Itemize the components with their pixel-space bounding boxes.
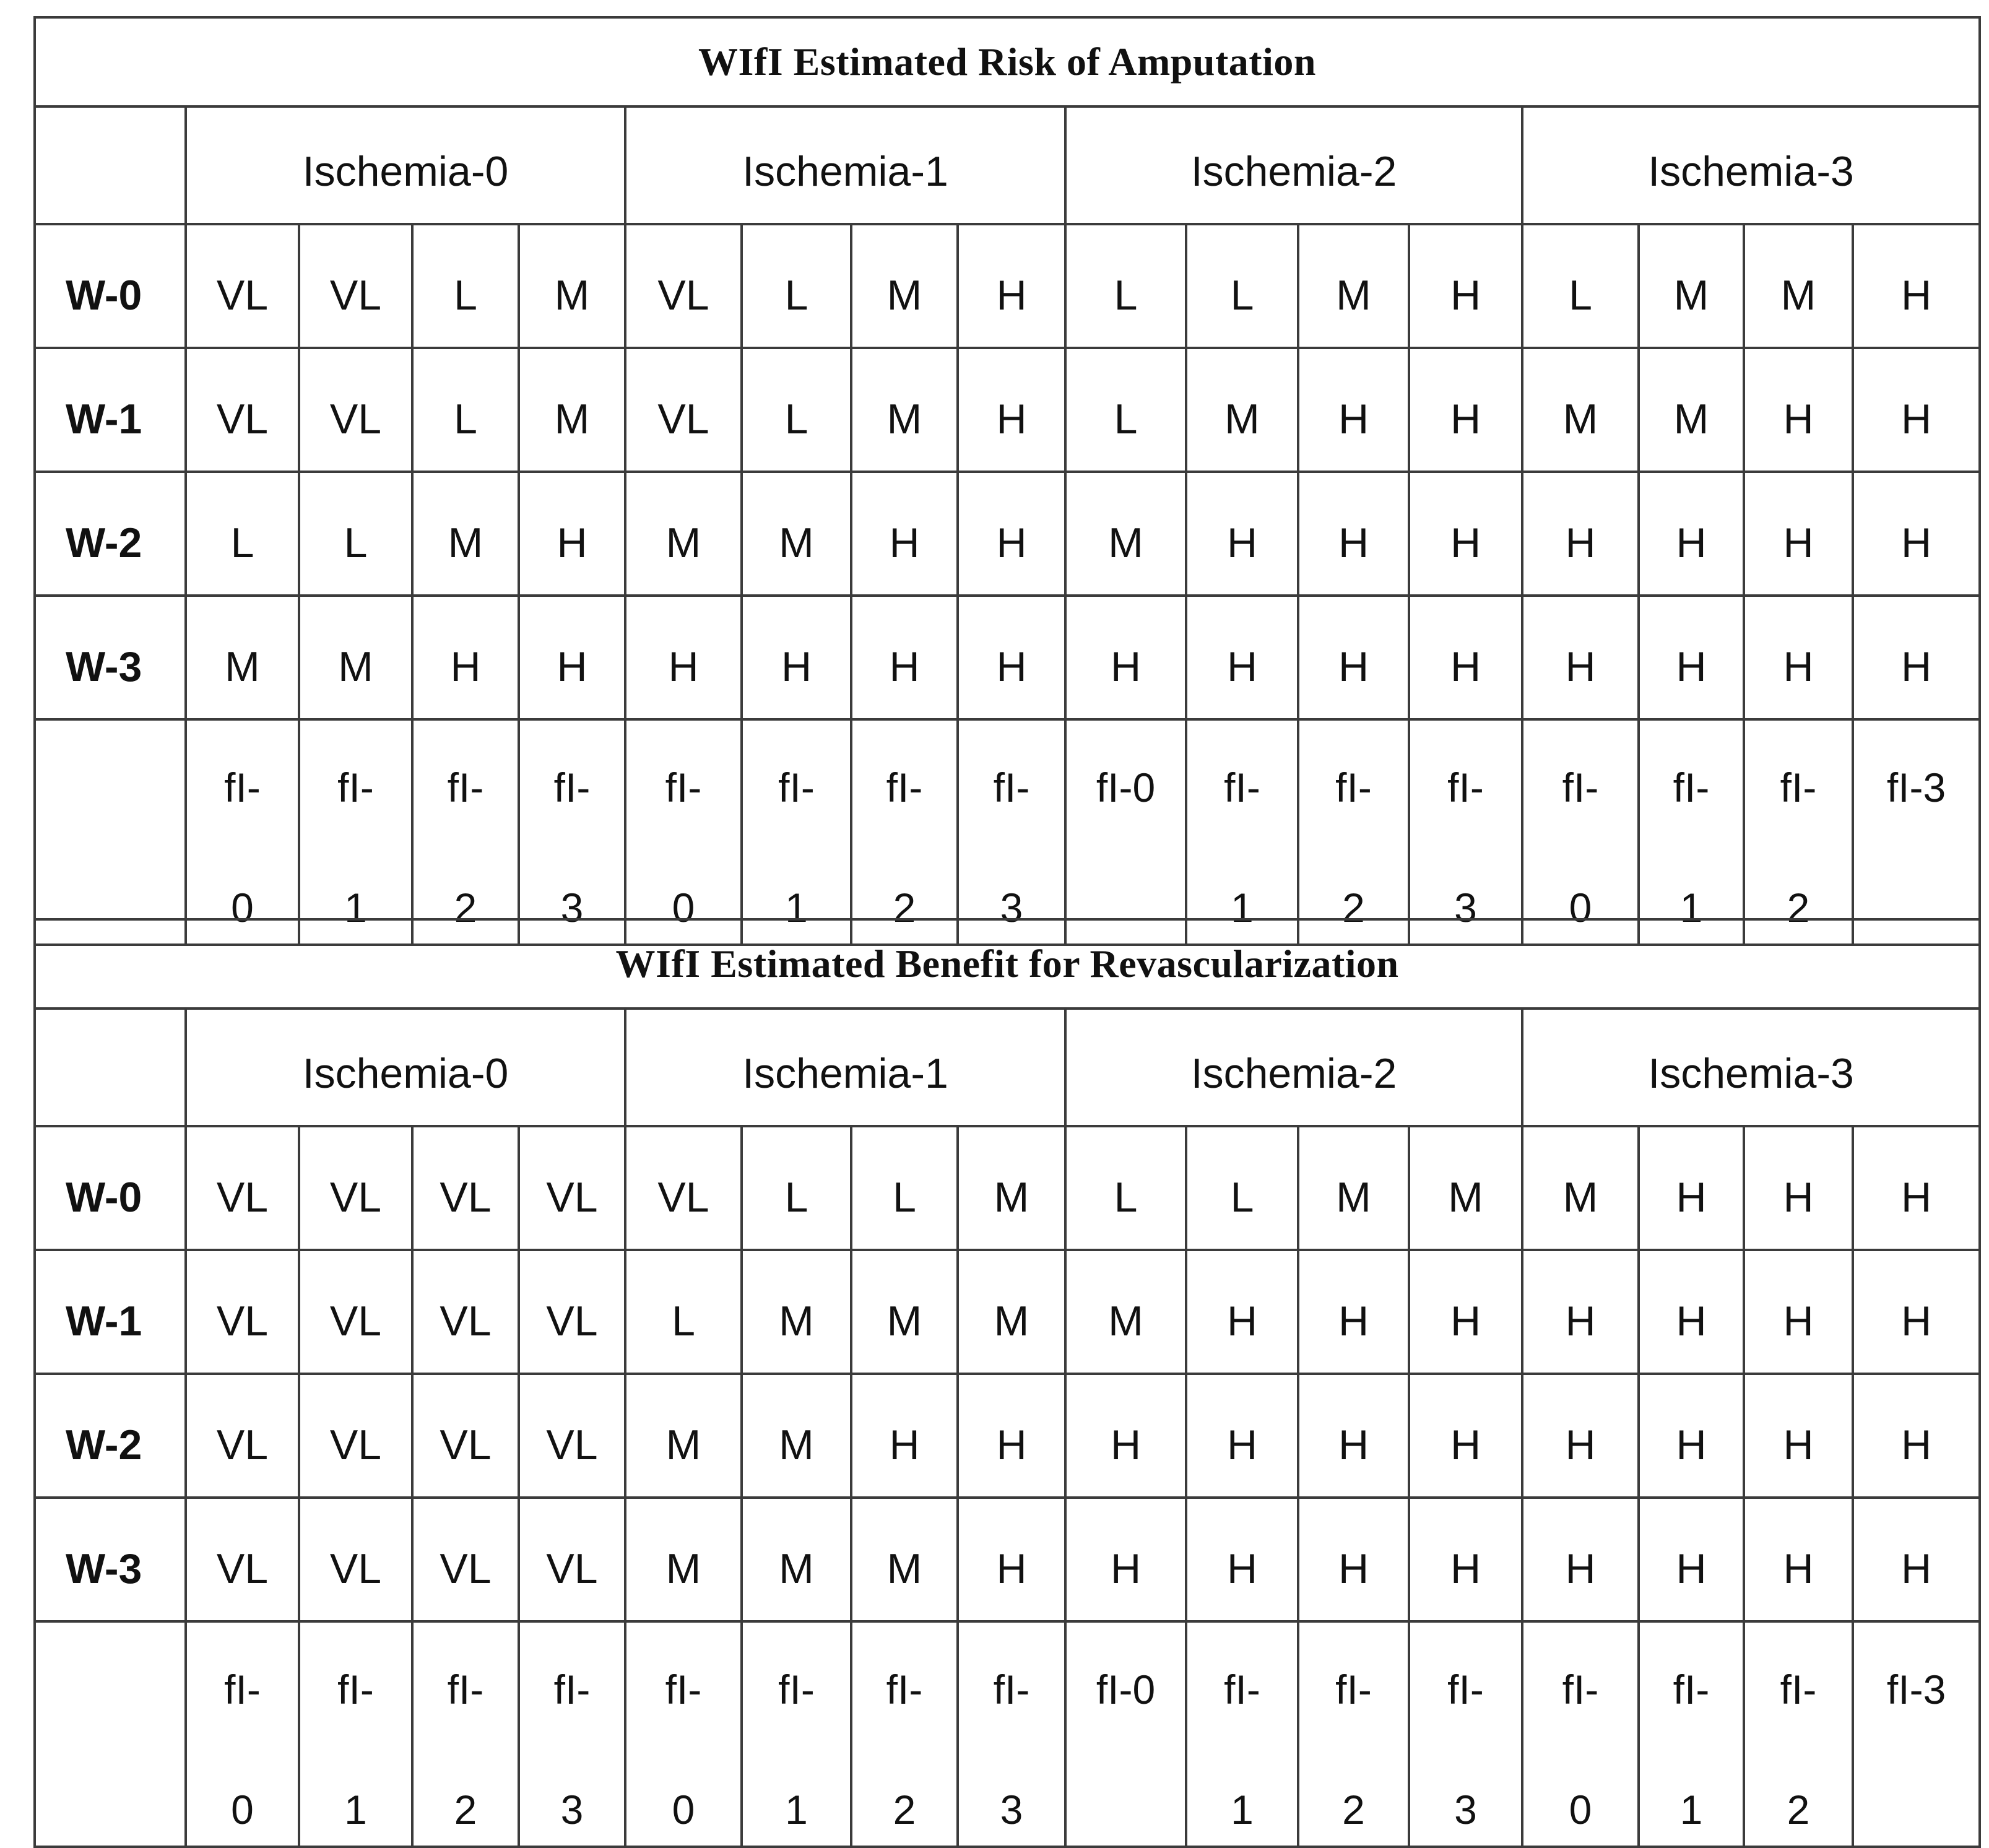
fi-label-top: fI-	[778, 765, 815, 810]
risk-cell: VL	[299, 1374, 412, 1498]
foot-infection-label	[958, 719, 1065, 945]
risk-cell: H	[1409, 472, 1522, 596]
foot-infection-label	[742, 1621, 851, 1847]
wound-grade-label: W-2	[35, 472, 186, 596]
risk-cell: H	[1065, 1498, 1186, 1621]
table-row	[35, 1126, 1980, 1250]
risk-cell: VL	[186, 1126, 299, 1250]
risk-cell: H	[519, 472, 625, 596]
risk-cell: L	[742, 1126, 851, 1250]
risk-cell: M	[851, 1250, 958, 1374]
risk-cell: H	[1853, 596, 1980, 719]
table-title: WIfI Estimated Risk of Amputation	[35, 17, 1980, 106]
fi-label-bottom: 0	[1569, 1787, 1592, 1833]
risk-cell: VL	[412, 1126, 519, 1250]
fi-label-bottom: 0	[1569, 885, 1592, 931]
table-row	[35, 1498, 1980, 1621]
risk-cell: M	[1409, 1126, 1522, 1250]
risk-cell: H	[1853, 1250, 1980, 1374]
table-row	[35, 472, 1980, 596]
risk-cell: H	[1298, 348, 1409, 472]
risk-cell: M	[851, 1498, 958, 1621]
risk-cell: M	[519, 224, 625, 348]
fi-label-top: fI-	[224, 765, 261, 810]
fi-label-bottom: 1	[344, 1787, 367, 1833]
risk-cell: VL	[186, 224, 299, 348]
fi-label-top: fI-	[447, 1667, 484, 1712]
foot-infection-label	[851, 719, 958, 945]
risk-cell: H	[1639, 1126, 1744, 1250]
risk-cell: L	[851, 1126, 958, 1250]
foot-infection-row	[35, 1621, 1980, 1847]
ischemia-header: Ischemia-1	[625, 1009, 1065, 1126]
table-row	[35, 596, 1980, 719]
risk-cell: L	[742, 224, 851, 348]
risk-cell: M	[742, 1374, 851, 1498]
risk-cell: H	[519, 596, 625, 719]
risk-cell: H	[1186, 596, 1298, 719]
risk-cell: L	[412, 224, 519, 348]
risk-cell: M	[1186, 348, 1298, 472]
fi-label-bottom: 1	[785, 1787, 808, 1833]
risk-cell: H	[1744, 1374, 1853, 1498]
risk-cell: H	[1744, 472, 1853, 596]
fi-label-top: fI-0	[1096, 1667, 1156, 1712]
fi-label-bottom: 3	[560, 885, 584, 931]
fi-label-top: fI-	[447, 765, 484, 810]
ischemia-header: Ischemia-2	[1065, 106, 1522, 224]
risk-cell: M	[742, 472, 851, 596]
foot-infection-label	[519, 1621, 625, 1847]
foot-infection-label	[412, 1621, 519, 1847]
foot-infection-label	[958, 1621, 1065, 1847]
fi-label-bottom: 3	[1000, 885, 1023, 931]
wound-grade-label: W-1	[35, 1250, 186, 1374]
foot-infection-label	[1744, 719, 1853, 945]
fi-label-top: fI-	[1447, 1667, 1484, 1712]
risk-cell: H	[1522, 1498, 1639, 1621]
risk-cell: H	[1298, 1498, 1409, 1621]
risk-cell: L	[1186, 224, 1298, 348]
risk-cell: H	[1186, 472, 1298, 596]
wound-grade-label: W-3	[35, 1498, 186, 1621]
foot-infection-label	[1853, 719, 1980, 945]
risk-cell: H	[1853, 472, 1980, 596]
foot-infection-row	[35, 719, 1980, 945]
foot-infection-label	[1639, 1621, 1744, 1847]
risk-cell: VL	[299, 1498, 412, 1621]
fi-label-bottom: 0	[231, 1787, 254, 1833]
wound-grade-label: W-1	[35, 348, 186, 472]
fi-label-top: fI-	[993, 1667, 1030, 1712]
risk-cell: VL	[186, 1374, 299, 1498]
risk-cell: H	[412, 596, 519, 719]
risk-cell: VL	[625, 224, 742, 348]
risk-cell: H	[1409, 1250, 1522, 1374]
risk-cell: H	[958, 596, 1065, 719]
wound-grade-label: W-0	[35, 1126, 186, 1250]
risk-cell: H	[1409, 348, 1522, 472]
risk-cell: H	[1186, 1498, 1298, 1621]
fi-label-top: fI-	[1562, 1667, 1599, 1712]
fi-label-top: fI-	[553, 765, 591, 810]
foot-infection-label	[625, 719, 742, 945]
wound-grade-label: W-0	[35, 224, 186, 348]
foot-infection-label	[412, 719, 519, 945]
risk-cell: H	[1744, 1498, 1853, 1621]
fi-label-top: fI-	[337, 765, 374, 810]
risk-cell: H	[1186, 1374, 1298, 1498]
risk-cell: H	[1744, 1250, 1853, 1374]
risk-cell: VL	[186, 1250, 299, 1374]
corner-cell	[35, 106, 186, 224]
fi-label-top: fI-	[993, 765, 1030, 810]
risk-cell: M	[1744, 224, 1853, 348]
foot-infection-label	[186, 1621, 299, 1847]
fi-label-top: fI-	[1673, 1667, 1710, 1712]
risk-cell: H	[1639, 1250, 1744, 1374]
wound-grade-label: W-2	[35, 1374, 186, 1498]
fi-label-bottom: 2	[454, 1787, 477, 1833]
fi-label-bottom: 3	[1000, 1787, 1023, 1833]
risk-cell: H	[958, 1374, 1065, 1498]
risk-cell: M	[625, 1498, 742, 1621]
risk-cell: H	[1409, 1374, 1522, 1498]
fi-label-top: fI-	[1224, 765, 1260, 810]
foot-infection-label	[1065, 719, 1186, 945]
risk-cell: H	[1298, 1374, 1409, 1498]
risk-cell: H	[958, 472, 1065, 596]
risk-cell: H	[1065, 1374, 1186, 1498]
risk-cell: L	[1065, 348, 1186, 472]
fi-label-top: fI-	[1224, 1667, 1260, 1712]
risk-cell: H	[1639, 472, 1744, 596]
revascularization-benefit-table	[33, 918, 1981, 1848]
fi-label-top: fI-	[224, 1667, 261, 1712]
ischemia-header: Ischemia-3	[1522, 1009, 1980, 1126]
fi-label-bottom: 1	[1679, 885, 1703, 931]
risk-cell: VL	[519, 1498, 625, 1621]
risk-cell: H	[851, 1374, 958, 1498]
risk-cell: M	[742, 1250, 851, 1374]
foot-infection-label	[1639, 719, 1744, 945]
foot-infection-label	[1409, 719, 1522, 945]
foot-infection-label	[1065, 1621, 1186, 1847]
foot-infection-label	[299, 719, 412, 945]
risk-cell: L	[625, 1250, 742, 1374]
risk-cell: M	[742, 1498, 851, 1621]
fi-label-bottom: 1	[1679, 1787, 1703, 1833]
risk-cell: M	[1065, 472, 1186, 596]
risk-cell: VL	[186, 348, 299, 472]
risk-cell: H	[1522, 1250, 1639, 1374]
foot-infection-label	[851, 1621, 958, 1847]
risk-cell: H	[1744, 348, 1853, 472]
foot-infection-label	[625, 1621, 742, 1847]
risk-cell: M	[958, 1250, 1065, 1374]
fi-label-top: fI-3	[1886, 1667, 1946, 1712]
foot-infection-label	[1522, 1621, 1639, 1847]
risk-cell: VL	[625, 1126, 742, 1250]
risk-cell: VL	[412, 1374, 519, 1498]
fi-label-top: fI-	[1562, 765, 1599, 810]
fi-label-top: fI-	[1673, 765, 1710, 810]
risk-cell: H	[1298, 472, 1409, 596]
risk-cell: H	[1744, 1126, 1853, 1250]
fi-label-top: fI-3	[1886, 765, 1946, 810]
fi-label-bottom: 0	[672, 1787, 695, 1833]
risk-cell: H	[851, 596, 958, 719]
table-row	[35, 348, 1980, 472]
fi-label-bottom: 1	[1231, 885, 1254, 931]
risk-cell: L	[1186, 1126, 1298, 1250]
amputation-risk-table	[33, 16, 1981, 946]
foot-infection-label	[1298, 719, 1409, 945]
risk-cell: M	[412, 472, 519, 596]
fi-label-top: fI-	[1780, 765, 1817, 810]
foot-infection-label	[299, 1621, 412, 1847]
risk-cell: L	[186, 472, 299, 596]
fi-label-top: fI-	[1447, 765, 1484, 810]
fi-label-top: fI-	[665, 1667, 702, 1712]
risk-cell: H	[1522, 472, 1639, 596]
fi-label-bottom: 2	[1342, 885, 1365, 931]
foot-infection-label	[1186, 1621, 1298, 1847]
fi-label-top: fI-	[886, 1667, 923, 1712]
fi-label-bottom: 2	[893, 885, 916, 931]
risk-cell: M	[625, 1374, 742, 1498]
risk-cell: M	[1065, 1250, 1186, 1374]
fi-label-top: fI-	[553, 1667, 591, 1712]
foot-infection-label	[519, 719, 625, 945]
risk-cell: VL	[299, 348, 412, 472]
risk-cell: L	[412, 348, 519, 472]
fi-label-top: fI-	[1335, 765, 1372, 810]
fi-label-bottom: 3	[560, 1787, 584, 1833]
risk-cell: H	[1065, 596, 1186, 719]
blank-cell	[35, 1621, 186, 1847]
risk-cell: VL	[519, 1126, 625, 1250]
ischemia-header: Ischemia-0	[186, 1009, 625, 1126]
risk-cell: VL	[519, 1374, 625, 1498]
ischemia-header: Ischemia-0	[186, 106, 625, 224]
risk-cell: H	[1522, 1374, 1639, 1498]
blank-cell	[35, 719, 186, 945]
risk-cell: H	[625, 596, 742, 719]
risk-cell: L	[299, 472, 412, 596]
risk-cell: VL	[299, 1250, 412, 1374]
risk-cell: H	[1639, 1498, 1744, 1621]
risk-cell: H	[851, 472, 958, 596]
risk-cell: H	[1853, 348, 1980, 472]
risk-cell: M	[186, 596, 299, 719]
fi-label-bottom: 2	[1787, 1787, 1810, 1833]
risk-cell: H	[1409, 1498, 1522, 1621]
fi-label-top: fI-	[778, 1667, 815, 1712]
table-row	[35, 1250, 1980, 1374]
risk-cell: M	[299, 596, 412, 719]
risk-cell: VL	[299, 224, 412, 348]
risk-cell: M	[1639, 224, 1744, 348]
risk-cell: H	[1639, 596, 1744, 719]
risk-cell: L	[1522, 224, 1639, 348]
risk-cell: H	[1186, 1250, 1298, 1374]
risk-cell: H	[1744, 596, 1853, 719]
foot-infection-label	[1522, 719, 1639, 945]
risk-cell: H	[958, 348, 1065, 472]
fi-label-top: fI-0	[1096, 765, 1156, 810]
risk-cell: H	[1522, 596, 1639, 719]
fi-label-bottom: 3	[1454, 885, 1477, 931]
risk-cell: H	[1639, 1374, 1744, 1498]
risk-cell: M	[1522, 348, 1639, 472]
risk-cell: H	[1853, 1374, 1980, 1498]
risk-cell: VL	[186, 1498, 299, 1621]
ischemia-header: Ischemia-1	[625, 106, 1065, 224]
risk-cell: VL	[625, 348, 742, 472]
risk-cell: H	[1853, 1498, 1980, 1621]
foot-infection-label	[1186, 719, 1298, 945]
risk-cell: M	[1639, 348, 1744, 472]
risk-cell: H	[1853, 1126, 1980, 1250]
table-title: WIfI Estimated Benefit for Revascularization	[35, 919, 1980, 1009]
foot-infection-label	[1409, 1621, 1522, 1847]
fi-label-top: fI-	[886, 765, 923, 810]
risk-cell: M	[519, 348, 625, 472]
risk-cell: L	[1065, 1126, 1186, 1250]
fi-label-bottom: 3	[1454, 1787, 1477, 1833]
risk-cell: H	[958, 1498, 1065, 1621]
fi-label-top: fI-	[337, 1667, 374, 1712]
wound-grade-rows	[35, 1126, 1980, 1621]
fi-label-bottom: 0	[231, 885, 254, 931]
risk-cell: M	[851, 348, 958, 472]
risk-cell: L	[742, 348, 851, 472]
risk-cell: VL	[299, 1126, 412, 1250]
risk-cell: M	[851, 224, 958, 348]
risk-cell: VL	[519, 1250, 625, 1374]
table-row	[35, 1374, 1980, 1498]
fi-label-bottom: 2	[1787, 885, 1810, 931]
ischemia-header: Ischemia-3	[1522, 106, 1980, 224]
fi-label-bottom: 0	[672, 885, 695, 931]
fi-label-bottom: 2	[893, 1787, 916, 1833]
corner-cell	[35, 1009, 186, 1126]
risk-cell: M	[625, 472, 742, 596]
risk-cell: M	[1298, 1126, 1409, 1250]
foot-infection-label	[742, 719, 851, 945]
risk-cell: M	[1522, 1126, 1639, 1250]
foot-infection-label	[186, 719, 299, 945]
risk-cell: H	[742, 596, 851, 719]
foot-infection-label	[1298, 1621, 1409, 1847]
risk-cell: H	[1409, 224, 1522, 348]
foot-infection-label	[1853, 1621, 1980, 1847]
fi-label-bottom: 2	[1342, 1787, 1365, 1833]
risk-cell: M	[1298, 224, 1409, 348]
fi-label-bottom: 1	[344, 885, 367, 931]
ischemia-header: Ischemia-2	[1065, 1009, 1522, 1126]
wound-grade-rows	[35, 224, 1980, 719]
fi-label-top: fI-	[1335, 1667, 1372, 1712]
fi-label-top: fI-	[1780, 1667, 1817, 1712]
fi-label-bottom: 2	[454, 885, 477, 931]
risk-cell: H	[1409, 596, 1522, 719]
risk-cell: H	[1298, 596, 1409, 719]
risk-cell: H	[1853, 224, 1980, 348]
fi-label-bottom: 1	[785, 885, 808, 931]
risk-cell: VL	[412, 1250, 519, 1374]
table-row	[35, 224, 1980, 348]
risk-cell: VL	[412, 1498, 519, 1621]
risk-cell: H	[1298, 1250, 1409, 1374]
risk-cell: H	[958, 224, 1065, 348]
fi-label-top: fI-	[665, 765, 702, 810]
wound-grade-label: W-3	[35, 596, 186, 719]
risk-cell: M	[958, 1126, 1065, 1250]
fi-label-bottom: 1	[1231, 1787, 1254, 1833]
foot-infection-label	[1744, 1621, 1853, 1847]
risk-cell: L	[1065, 224, 1186, 348]
